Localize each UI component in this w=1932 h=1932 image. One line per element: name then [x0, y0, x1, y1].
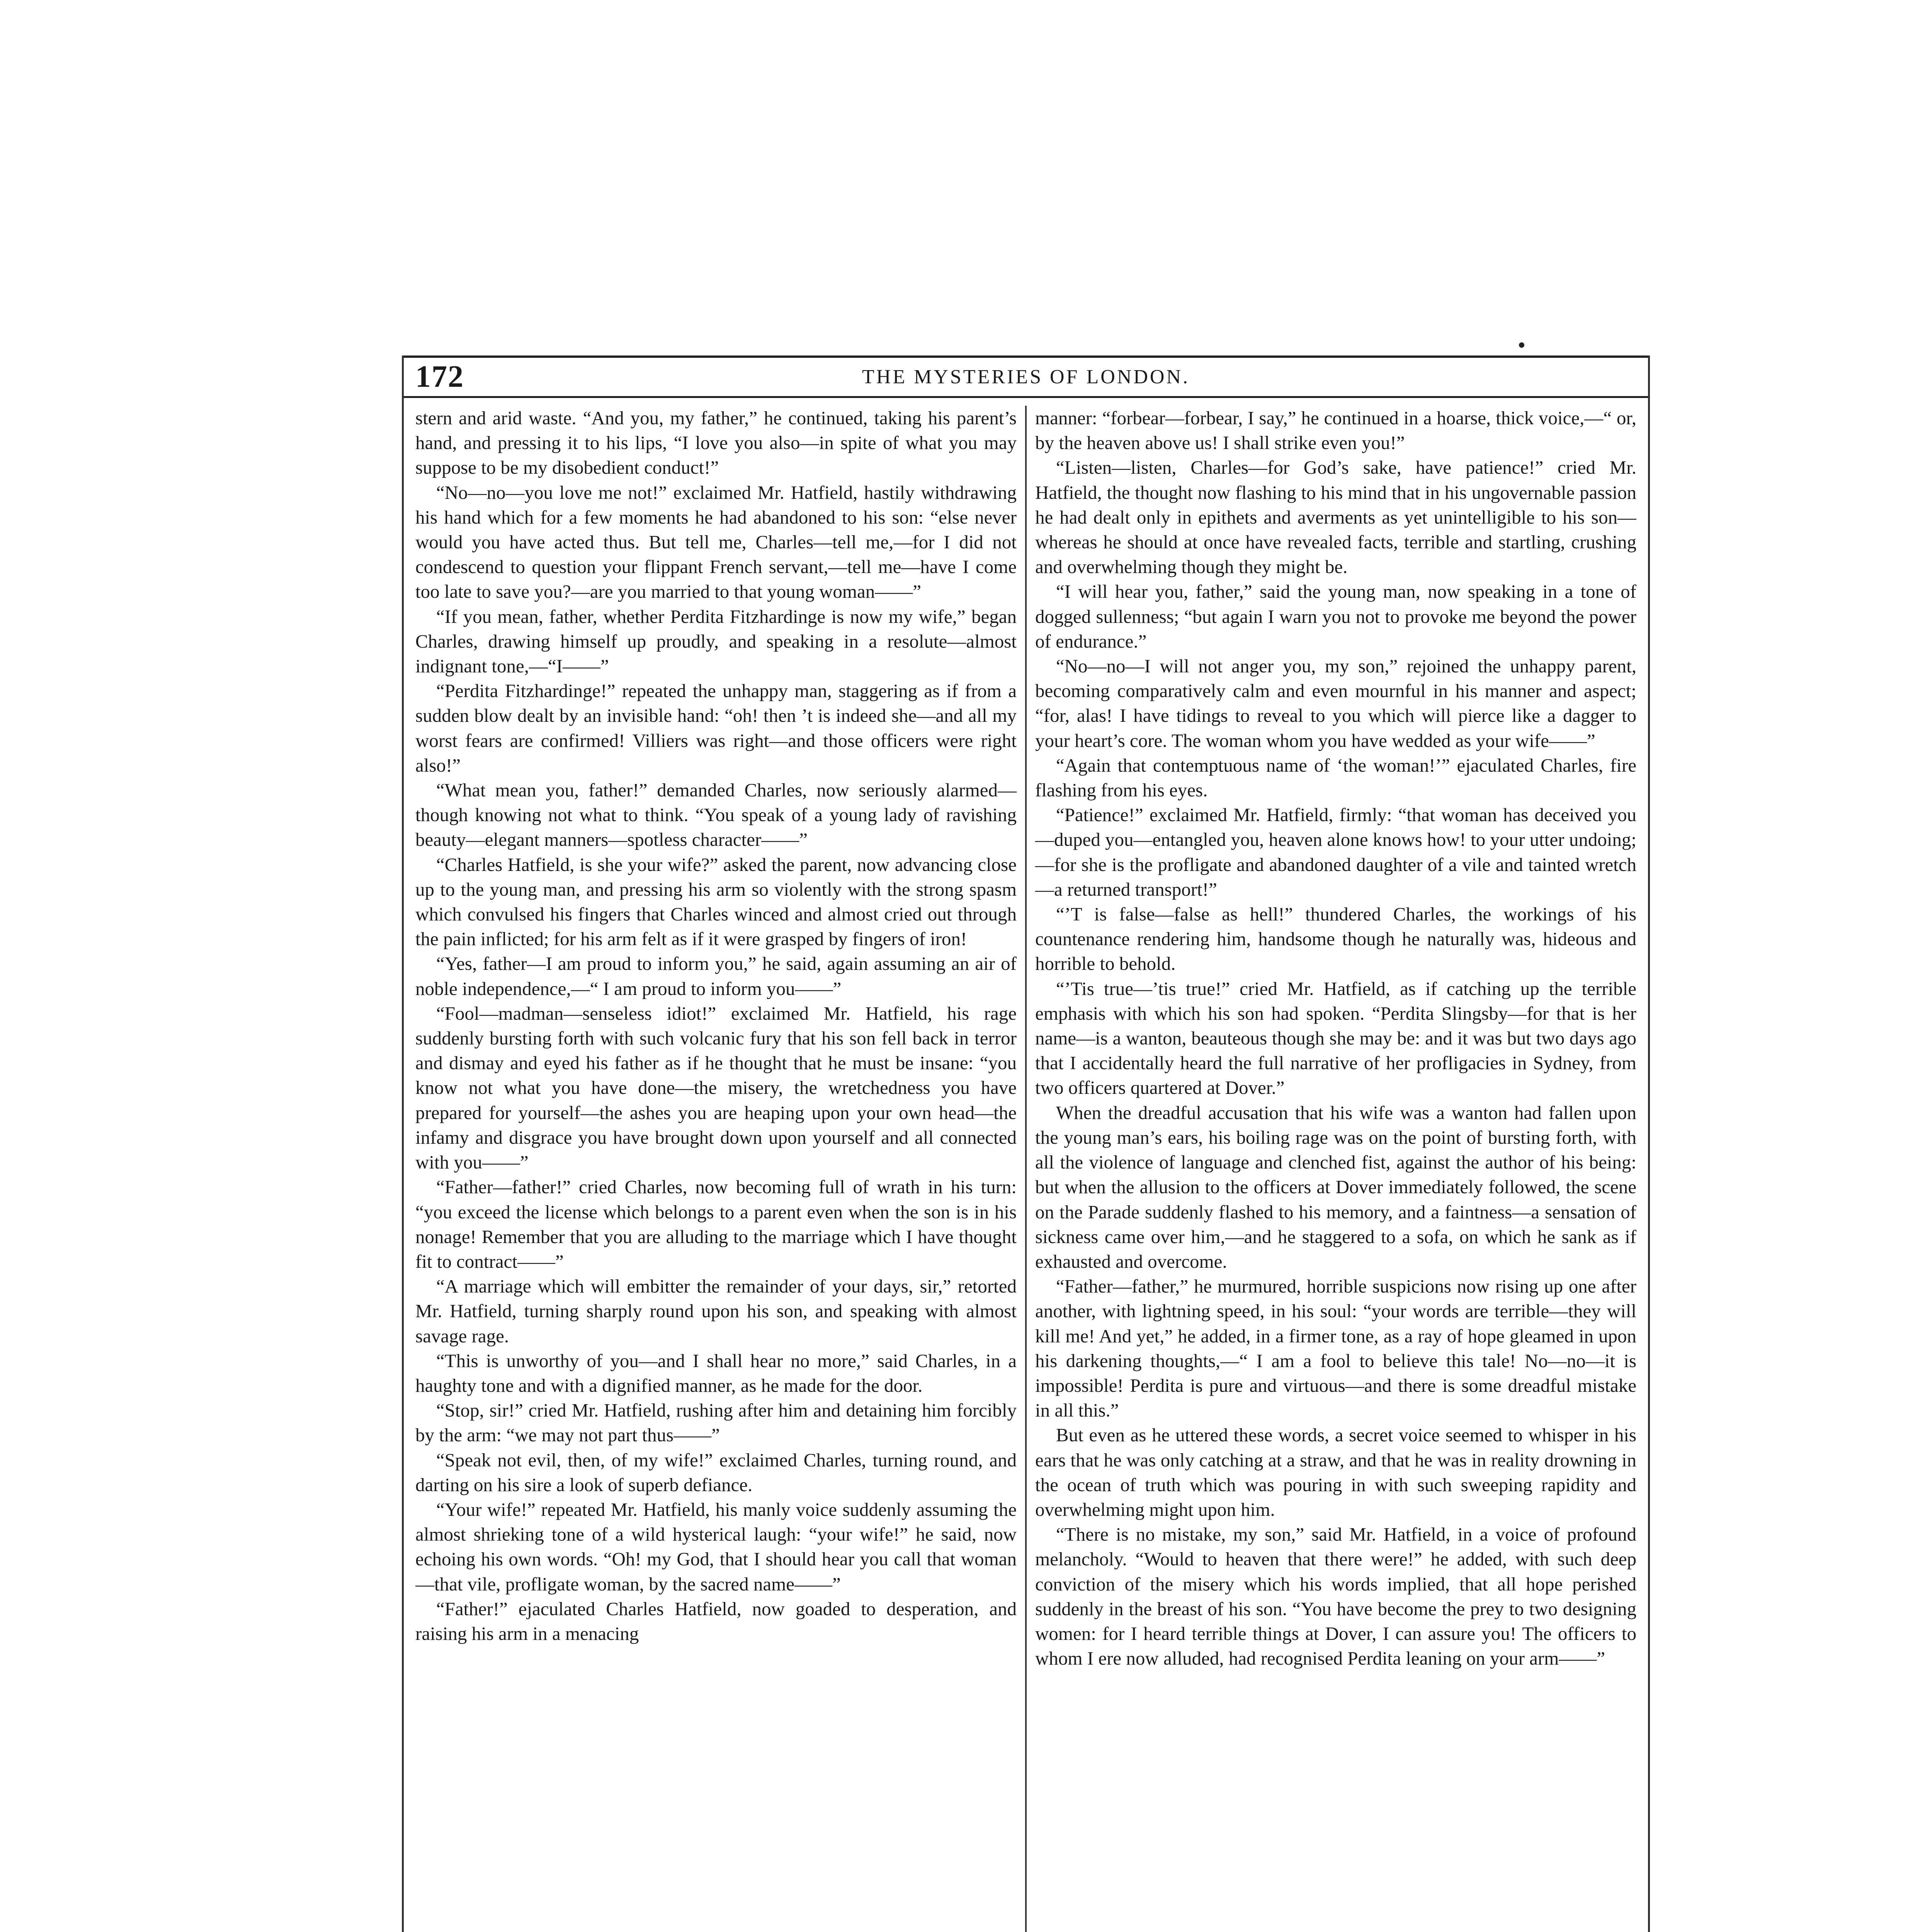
paragraph: “Father—father!” cried Charles, now becoming full of wrath in his turn: “you exceed the license which belongs to a parent even when the son is in his nonage! Remember that you are alluding to the marriage which I have thought fit to contract——” — [415, 1176, 1017, 1272]
paragraph: “There is no mistake, my son,” said Mr. Hatfield, in a voice of profound melancholy. “Would to heaven that there were!” he added, with such deep conviction of the misery which his words implied, that all hope perished suddenly in the breast of his son. “You have become the prey to two designing women: for I heard terrible things at Dover, I can assure you! The officers to whom I ere now alluded, had recognised Perdita leaning on your arm——” — [1035, 1524, 1636, 1669]
right-column — [1027, 406, 1636, 1932]
paragraph: “Patience!” exclaimed Mr. Hatfield, firmly: “that woman has deceived you—duped you—entangled you, heaven alone knows how! to your utter undoing;—for she is the profligate and abandoned daughter of a vile and tainted wretch—a returned transport!” — [1035, 804, 1636, 900]
paragraph: “A marriage which will embitter the remainder of your days, sir,” retorted Mr. Hatfield, turning sharply round upon his son, and speaking with almost savage rage. — [415, 1276, 1017, 1347]
paragraph: “Speak not evil, then, of my wife!” exclaimed Charles, turning round, and darting on his sire a look of superb defiance. — [415, 1449, 1017, 1495]
paragraph: “Your wife!” repeated Mr. Hatfield, his manly voice suddenly assuming the almost shrieking tone of a wild hysterical laugh: “your wife!” he said, now echoing his own words. “Oh! my God, that I should hear you call that woman—that vile, profligate woman, by the sacred name——” — [415, 1498, 1017, 1595]
page-header — [404, 355, 1648, 398]
paragraph: “’T is false—false as hell!” thundered Charles, the workings of his countenance rendering him, handsome though he naturally was, hideous and horrible to behold. — [1035, 903, 1636, 975]
paragraph: “If you mean, father, whether Perdita Fitzhardinge is now my wife,” began Charles, drawing himself up proudly, and speaking in a resolute—almost indignant tone,—“I——” — [415, 605, 1017, 677]
paragraph: “Perdita Fitzhardinge!” repeated the unhappy man, staggering as if from a sudden blow dealt by an invisible hand: “oh! then ’t is indeed she—and all my worst fears are confirmed! Villiers was right—and those officers were right also!” — [415, 680, 1017, 776]
paragraph: “No—no—I will not anger you, my son,” rejoined the unhappy parent, becoming comparatively calm and even mournful in his manner and aspect; “for, alas! I have tidings to reveal to you which will pierce like a dagger to your heart’s core. The woman whom you have wedded as your wife——” — [1035, 655, 1636, 751]
paragraph: “Father!” ejaculated Charles Hatfield, now goaded to desperation, and raising his arm in a menacing — [415, 1598, 1017, 1644]
paragraph: “Father—father,” he murmured, horrible suspicions now rising up one after another, with lightning speed, in his soul: “your words are terrible—they will kill me! And yet,” he added, in a firmer tone, as a ray of hope gleamed in upon his darkening thoughts,—“ I am a fool to believe this tale! No—no—it is impossible! Perdita is pure and virtuous—and there is some dreadful mistake in all this.” — [1035, 1276, 1636, 1421]
running-title: THE MYSTERIES OF LONDON. — [862, 366, 1190, 388]
ink-dot — [1519, 342, 1524, 348]
text-columns — [415, 406, 1636, 1932]
paragraph: “’Tis true—’tis true!” cried Mr. Hatfield, as if catching up the terrible emphasis with which his son had spoken. “Perdita Slingsby—for that is her name—is a wanton, beauteous though she may be: and it was but two days ago that I accidentally heard the full narrative of her profligacies in Sydney, from two officers quartered at Dover.” — [1035, 978, 1636, 1099]
paragraph: When the dreadful accusation that his wife was a wanton had fallen upon the young man’s ears, his boiling rage was on the point of bursting forth, with all the violence of language and clenched fist, against the author of his being: but when the allusion to the officers at Dover immediately followed, the scene on the Parade suddenly flashed to his memory, and a faintness—a sensation of sickness came over him,—and he staggered to a sofa, on which he sank as if exhausted and overcome. — [1035, 1102, 1636, 1272]
left-column — [415, 406, 1025, 1932]
paragraph: manner: “forbear—forbear, I say,” he continued in a hoarse, thick voice,—“ or, by the heaven above us! I shall strike even you!” — [1035, 407, 1636, 454]
paragraph: “I will hear you, father,” said the young man, now speaking in a tone of dogged sullenness; “but again I warn you not to provoke me beyond the power of endurance.” — [1035, 581, 1636, 652]
paragraph: But even as he uttered these words, a secret voice seemed to whisper in his ears that he was only catching at a straw, and that he was in reality drowning in the ocean of truth which was pouring in with such sweeping rapidity and overwhelming might upon him. — [1035, 1424, 1636, 1520]
paragraph: “No—no—you love me not!” exclaimed Mr. Hatfield, hastily withdrawing his hand which for a few moments he had abandoned to his son: “else never would you have acted thus. But tell me, Charles—tell me,—for I did not condescend to question your flippant French servant,—tell me—have I come too late to save you?—are you married to that young woman——” — [415, 481, 1017, 602]
book-page — [402, 355, 1650, 1932]
paragraph: “Charles Hatfield, is she your wife?” asked the parent, now advancing close up to the young man, and pressing his arm so violently with the strong spasm which convulsed his fingers that Charles winced and almost cried out through the pain inflicted; for his arm felt as if it were grasped by fingers of iron! — [415, 854, 1017, 950]
page-number: 172 — [415, 360, 464, 394]
paragraph: “Again that contemptuous name of ‘the woman!’” ejaculated Charles, fire flashing from his eyes. — [1035, 754, 1636, 801]
paragraph: “Yes, father—I am proud to inform you,” he said, again assuming an air of noble independence,—“ I am proud to inform you——” — [415, 953, 1017, 999]
paragraph: “Stop, sir!” cried Mr. Hatfield, rushing after him and detaining him forcibly by the arm: “we may not part thus——” — [415, 1400, 1017, 1446]
paragraph: “Listen—listen, Charles—for God’s sake, have patience!” cried Mr. Hatfield, the thought now flashing to his mind that in his ungovernable passion he had dealt only in epithets and averments as yet unintelligible to his son—whereas he should at once have revealed facts, terrible and startling, crushing and overwhelming though they might be. — [1035, 457, 1636, 578]
paragraph: stern and arid waste. “And you, my father,” he continued, taking his parent’s hand, and pressing it to his lips, “I love you also—in spite of what you may suppose to be my disobedient conduct!” — [415, 407, 1017, 478]
paragraph: “What mean you, father!” demanded Charles, now seriously alarmed—though knowing not what to think. “You speak of a young lady of ravishing beauty—elegant manners—spotless character——” — [415, 779, 1017, 850]
paragraph: “Fool—madman—senseless idiot!” exclaimed Mr. Hatfield, his rage suddenly bursting forth with such volcanic fury that his son fell back in terror and dismay and eyed his father as if he thought that he must be insane: “you know not what you have done—the misery, the wretchedness you have prepared for yourself—the ashes you are heaping upon your own head—the infamy and disgrace you have brought down upon yourself and all connected with you——” — [415, 1002, 1017, 1173]
paragraph: “This is unworthy of you—and I shall hear no more,” said Charles, in a haughty tone and with a dignified manner, as he made for the door. — [415, 1350, 1017, 1396]
